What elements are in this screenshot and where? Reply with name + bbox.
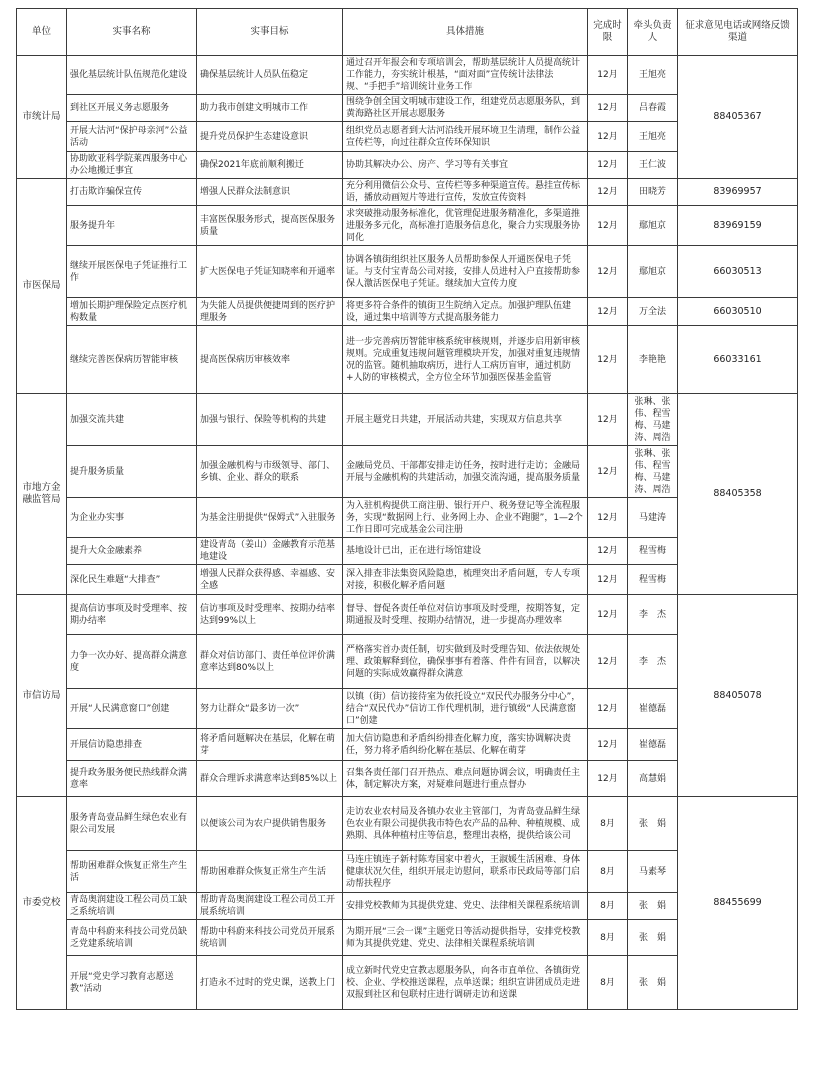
lead-cell: 吕春霞 <box>628 95 678 122</box>
table-row <box>17 394 798 446</box>
item-name-cell: 深化民生难题“大排查” <box>67 565 197 595</box>
goal-cell: 加强与银行、保险等机构的共建 <box>197 394 343 446</box>
lead-cell: 崔德磊 <box>628 729 678 761</box>
lead-cell: 万全法 <box>628 298 678 326</box>
item-name-cell: 开展“党史学习教育志愿送教”活动 <box>67 956 197 1010</box>
deadline-cell: 12月 <box>588 246 628 298</box>
lead-cell: 崔德磊 <box>628 689 678 729</box>
lead-cell: 王仁波 <box>628 152 678 179</box>
deadline-cell: 8月 <box>588 956 628 1010</box>
table-row <box>17 298 798 326</box>
deadline-cell: 12月 <box>588 95 628 122</box>
item-name-cell: 提升政务服务便民热线群众满意率 <box>67 761 197 797</box>
feedback-phone-cell: 88405367 <box>678 56 798 179</box>
goal-cell: 为失能人员提供便捷周到的医疗护理服务 <box>197 298 343 326</box>
lead-cell: 张 娟 <box>628 920 678 956</box>
goal-cell: 为基金注册提供“保姆式”入驻服务 <box>197 498 343 538</box>
deadline-cell: 12月 <box>588 729 628 761</box>
deadline-cell: 12月 <box>588 538 628 565</box>
item-name-cell: 提升服务质量 <box>67 446 197 498</box>
unit-cell: 市地方金融监管局 <box>17 394 67 595</box>
measure-cell: 成立新时代党史宣教志愿服务队，向各市直单位、各镇街党校、企业、学校推送课程，点单送课；组织宣讲团成员走进双报到社区和包联村庄进行调研走访和送课 <box>343 956 588 1010</box>
deadline-cell: 12月 <box>588 498 628 538</box>
goal-cell: 帮助青岛奥润建设工程公司员工开展系统培训 <box>197 893 343 920</box>
goal-cell: 帮助困难群众恢复正常生产生活 <box>197 851 343 893</box>
item-name-cell: 力争一次办好、提高群众满意度 <box>67 635 197 689</box>
goal-cell: 提升党员保护生态建设意识 <box>197 122 343 152</box>
deadline-cell: 12月 <box>588 122 628 152</box>
feedback-phone-cell: 88405078 <box>678 595 798 797</box>
table-header-row <box>17 9 798 56</box>
goal-cell: 打造永不过时的党史课，送教上门 <box>197 956 343 1010</box>
deadline-cell: 12月 <box>588 689 628 729</box>
measure-cell: 马连庄镇连子新村陈寿国家中着火，王淑媛生活困难、身体健康状况欠佳，组织开展走访慰问，联系市民政局等部门启动帮扶程序 <box>343 851 588 893</box>
unit-cell: 市委党校 <box>17 797 67 1010</box>
measure-cell: 基地设计已出，正在进行场馆建设 <box>343 538 588 565</box>
deadline-cell: 12月 <box>588 595 628 635</box>
deadline-cell: 12月 <box>588 152 628 179</box>
col-header-unit: 单位 <box>17 9 67 56</box>
lead-cell: 程雪梅 <box>628 565 678 595</box>
measure-cell: 进一步完善病历智能审核系统审核规则，并逐步启用新审核规则。完成重复违规问题管理模块开发，加强对重复违规情况的监管。随机抽取病历，进行人工病历盲审，通过机防+人防的审核模式，全方位全环节加强医保基金监管 <box>343 326 588 394</box>
lead-cell: 田晓芳 <box>628 179 678 206</box>
goal-cell: 群众合理诉求满意率达到85%以上 <box>197 761 343 797</box>
item-name-cell: 帮助困难群众恢复正常生产生活 <box>67 851 197 893</box>
measure-cell: 严格落实首办责任制，切实做到及时受理告知、依法依规处理、政策解释到位，确保事事有着落、件件有回音，以解决问题的实际成效赢得群众满意 <box>343 635 588 689</box>
measure-cell: 组织党员志愿者到大沽河沿线开展环境卫生清理，制作公益宣传栏等，向过往群众宣传环保知识 <box>343 122 588 152</box>
item-name-cell: 服务青岛壹品鲜生绿色农业有限公司发展 <box>67 797 197 851</box>
deadline-cell: 8月 <box>588 797 628 851</box>
col-header-measures: 具体措施 <box>343 9 588 56</box>
col-header-item-name: 实事名称 <box>67 9 197 56</box>
item-name-cell: 青岛中科蔚来科技公司党员缺乏党建系统培训 <box>67 920 197 956</box>
item-name-cell: 为企业办实事 <box>67 498 197 538</box>
goal-cell: 确保2021年底前顺利搬迁 <box>197 152 343 179</box>
feedback-phone-cell: 88455699 <box>678 797 798 1010</box>
deadline-cell: 12月 <box>588 179 628 206</box>
col-header-lead: 牵头负责人 <box>628 9 678 56</box>
lead-cell: 马建涛 <box>628 498 678 538</box>
item-name-cell: 提高信访事项及时受理率、按期办结率 <box>67 595 197 635</box>
measure-cell: 将更多符合条件的镇街卫生院纳入定点。加强护理队伍建设，通过集中培训等方式提高服务能力 <box>343 298 588 326</box>
goal-cell: 增强人民群众法制意识 <box>197 179 343 206</box>
measure-cell: 深入排查非法集资风险隐患，梳理突出矛盾问题，专人专项对接，积极化解矛盾问题 <box>343 565 588 595</box>
deadline-cell: 8月 <box>588 851 628 893</box>
measure-cell: 为期开展“三会一课”主题党日等活动提供指导，安排党校教师为其提供党建、党史、法律相关课程系统培训 <box>343 920 588 956</box>
item-name-cell: 继续完善医保病历智能审核 <box>67 326 197 394</box>
goal-cell: 帮助中科蔚来科技公司党员开展系统培训 <box>197 920 343 956</box>
col-header-deadline: 完成时限 <box>588 9 628 56</box>
item-name-cell: 增加长期护理保险定点医疗机构数量 <box>67 298 197 326</box>
item-name-cell: 青岛奥润建设工程公司员工缺乏系统培训 <box>67 893 197 920</box>
goal-cell: 助力我市创建文明城市工作 <box>197 95 343 122</box>
table-row <box>17 246 798 298</box>
deadline-cell: 12月 <box>588 56 628 95</box>
measure-cell: 安排党校教师为其提供党建、党史、法律相关课程系统培训 <box>343 893 588 920</box>
table-row <box>17 797 798 851</box>
deadline-cell: 12月 <box>588 761 628 797</box>
feedback-phone-cell: 88405358 <box>678 394 798 595</box>
deadline-cell: 12月 <box>588 635 628 689</box>
lead-cell: 李 杰 <box>628 635 678 689</box>
unit-cell: 市医保局 <box>17 179 67 394</box>
col-header-goal: 实事目标 <box>197 9 343 56</box>
deadline-cell: 12月 <box>588 298 628 326</box>
goal-cell: 提高医保病历审核效率 <box>197 326 343 394</box>
lead-cell: 鄢旭京 <box>628 206 678 246</box>
lead-cell: 张 娟 <box>628 893 678 920</box>
feedback-phone-cell: 66033161 <box>678 326 798 394</box>
goal-cell: 加强金融机构与市级领导、部门、乡镇、企业、群众的联系 <box>197 446 343 498</box>
deadline-cell: 12月 <box>588 394 628 446</box>
feedback-phone-cell: 66030513 <box>678 246 798 298</box>
lead-cell: 张 娟 <box>628 797 678 851</box>
goal-cell: 增强人民群众获得感、幸福感、安全感 <box>197 565 343 595</box>
deadline-cell: 8月 <box>588 893 628 920</box>
feedback-phone-cell: 83969957 <box>678 179 798 206</box>
measure-cell: 通过召开年报会和专项培训会，帮助基层统计人员提高统计工作能力，夯实统计根基，“面对面”宣传统计法律法规、“手把手”培训统计业务工作 <box>343 56 588 95</box>
item-name-cell: 到社区开展义务志愿服务 <box>67 95 197 122</box>
measure-cell: 督导、督促各责任单位对信访事项及时受理，按期答复，定期通报及时受理、按期办结情况，进一步提高办理效率 <box>343 595 588 635</box>
unit-cell: 市统计局 <box>17 56 67 179</box>
goal-cell: 以便该公司为农户提供销售服务 <box>197 797 343 851</box>
lead-cell: 李艳艳 <box>628 326 678 394</box>
measure-cell: 围绕争创全国文明城市建设工作，组建党员志愿服务队，到黄海路社区开展志愿服务 <box>343 95 588 122</box>
item-name-cell: 打击欺诈骗保宣传 <box>67 179 197 206</box>
measure-cell: 召集各责任部门召开热点、难点问题协调会议，明确责任主体，制定解决方案，对疑难问题进行重点督办 <box>343 761 588 797</box>
measure-cell: 为入驻机构提供工商注册、银行开户、税务登记等全流程服务，实现“数据网上行、业务网上办、企业不跑腿”，1—2个工作日即可完成基金公司注册 <box>343 498 588 538</box>
work-items-table <box>16 8 798 1010</box>
item-name-cell: 开展大沽河“保护母亲河”公益活动 <box>67 122 197 152</box>
table-row <box>17 179 798 206</box>
item-name-cell: 加强交流共建 <box>67 394 197 446</box>
feedback-phone-cell: 83969159 <box>678 206 798 246</box>
goal-cell: 将矛盾问题解决在基层，化解在萌芽 <box>197 729 343 761</box>
item-name-cell: 服务提升年 <box>67 206 197 246</box>
item-name-cell: 继续开展医保电子凭证推行工作 <box>67 246 197 298</box>
item-name-cell: 开展“人民满意窗口”创建 <box>67 689 197 729</box>
unit-cell: 市信访局 <box>17 595 67 797</box>
measure-cell: 以镇（街）信访接待室为依托设立“双民代办服务分中心”，结合“双民代办”信访工作代理机制，进行镇级“人民满意窗口”创建 <box>343 689 588 729</box>
lead-cell: 李 杰 <box>628 595 678 635</box>
lead-cell: 马素琴 <box>628 851 678 893</box>
measure-cell: 加大信访隐患和矛盾纠纷排查化解力度，落实协调解决责任，努力将矛盾纠纷化解在基层、化解在萌芽 <box>343 729 588 761</box>
measure-cell: 充分利用微信公众号、宣传栏等多种渠道宣传。悬挂宣传标语，播放动画短片等进行宣传，发放宣传资料 <box>343 179 588 206</box>
goal-cell: 信访事项及时受理率、按期办结率达到99%以上 <box>197 595 343 635</box>
deadline-cell: 12月 <box>588 446 628 498</box>
measure-cell: 协助其解决办公、房产、学习等有关事宜 <box>343 152 588 179</box>
document-sheet <box>16 8 797 1010</box>
lead-cell: 王旭亮 <box>628 122 678 152</box>
goal-cell: 丰富医保服务形式，提高医保服务质量 <box>197 206 343 246</box>
measure-cell: 开展主题党日共建，开展活动共建，实现双方信息共享 <box>343 394 588 446</box>
lead-cell: 王旭亮 <box>628 56 678 95</box>
deadline-cell: 8月 <box>588 920 628 956</box>
measure-cell: 金融局党员、干部都安排走访任务，按时进行走访；金融局开展与金融机构的共建活动，加强交流沟通，提高服务质量 <box>343 446 588 498</box>
item-name-cell: 提升大众金融素养 <box>67 538 197 565</box>
deadline-cell: 12月 <box>588 206 628 246</box>
table-row <box>17 326 798 394</box>
lead-cell: 鄢旭京 <box>628 246 678 298</box>
lead-cell: 张琳、张伟、程雪梅、马建涛、周浩 <box>628 446 678 498</box>
lead-cell: 高慧娟 <box>628 761 678 797</box>
deadline-cell: 12月 <box>588 326 628 394</box>
table-row <box>17 56 798 95</box>
goal-cell: 努力让群众“最多访一次” <box>197 689 343 729</box>
goal-cell: 扩大医保电子凭证知晓率和开通率 <box>197 246 343 298</box>
table-row <box>17 206 798 246</box>
item-name-cell: 强化基层统计队伍规范化建设 <box>67 56 197 95</box>
lead-cell: 程雪梅 <box>628 538 678 565</box>
lead-cell: 张 娟 <box>628 956 678 1010</box>
table-row <box>17 595 798 635</box>
goal-cell: 确保基层统计人员队伍稳定 <box>197 56 343 95</box>
item-name-cell: 开展信访隐患排查 <box>67 729 197 761</box>
measure-cell: 求突破推动服务标准化，优管理促进服务精准化，多渠道推进服务多元化，高标准打造服务信息化，聚合力实现服务协同化 <box>343 206 588 246</box>
goal-cell: 群众对信访部门、责任单位评价满意率达到80%以上 <box>197 635 343 689</box>
deadline-cell: 12月 <box>588 565 628 595</box>
col-header-feedback-channel: 征求意见电话或网络反馈渠道 <box>678 9 798 56</box>
item-name-cell: 协助欧亚科学院莱西服务中心办公地搬迁事宜 <box>67 152 197 179</box>
measure-cell: 协调各镇街组织社区服务人员帮助参保人开通医保电子凭证。与支付宝青岛公司对接，安排人员进村入户直接帮助参保人激活医保电子凭证。继续加大宣传力度 <box>343 246 588 298</box>
feedback-phone-cell: 66030510 <box>678 298 798 326</box>
measure-cell: 走访农业农村局及各镇办农业主管部门，为青岛壹品鲜生绿色农业有限公司提供我市特色农产品的品种、种植规模、成熟期、具体种植村庄等信息，整理出表格，提供给该公司 <box>343 797 588 851</box>
goal-cell: 建设青岛（姜山）金融教育示范基地建设 <box>197 538 343 565</box>
lead-cell: 张琳、张伟、程雪梅、马建涛、周浩 <box>628 394 678 446</box>
